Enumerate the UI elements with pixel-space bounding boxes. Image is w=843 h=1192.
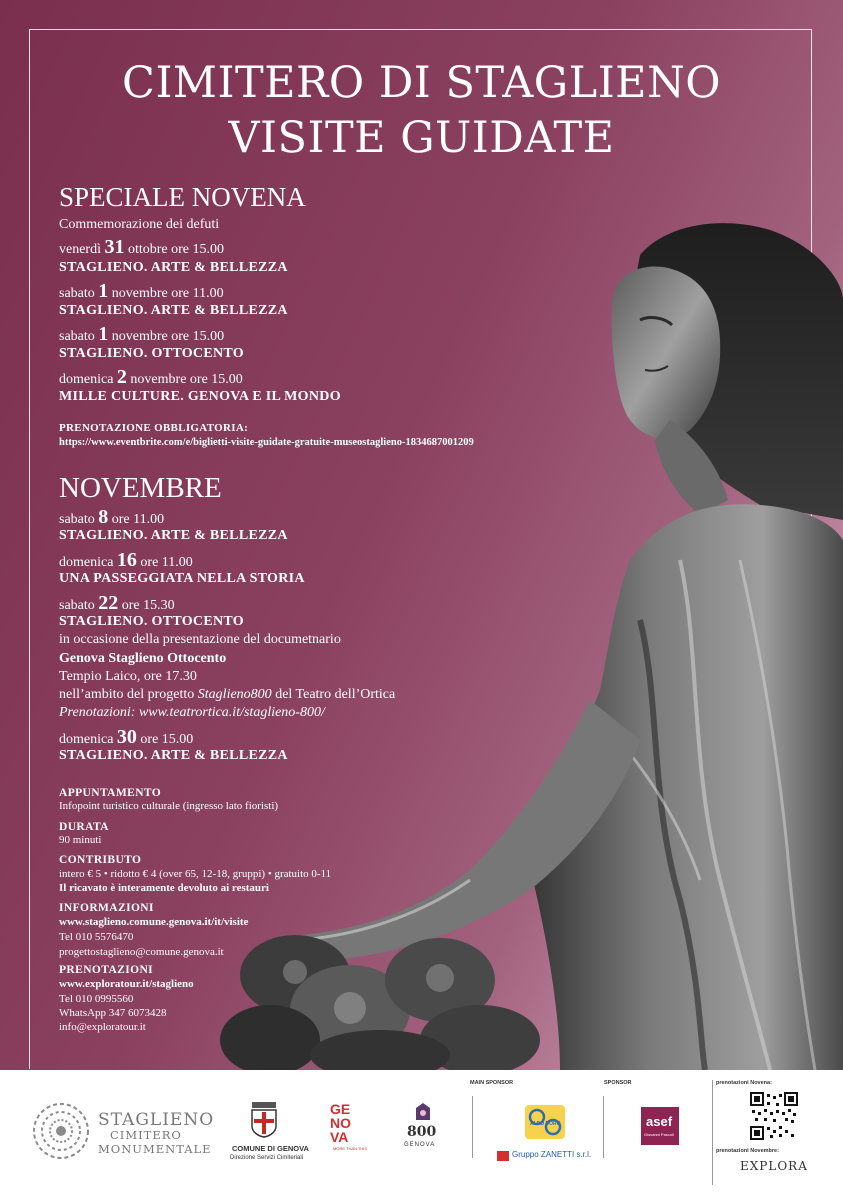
genova800-sub: GENOVA [404,1142,436,1148]
event-date: venerdì 31 ottobre ore 15.00 [59,236,225,258]
qr-novena-label: prenotazioni Novena: [716,1080,772,1086]
event-detail: Tempio Laico, ore 17.30 [59,669,197,684]
info-text: WhatsApp 347 6073428 [59,1007,167,1019]
albo-doro-text: ALBO DORO [530,1121,561,1127]
qr-code-icon[interactable] [750,1092,798,1140]
info-link[interactable]: www.exploratour.it/staglieno [59,978,194,990]
event-date: sabato 1 novembre ore 11.00 [59,280,224,302]
event-title: MILLE CULTURE. GENOVA E IL MONDO [59,389,341,404]
info-label: APPUNTAMENTO [59,787,162,799]
main-sponsor-label: MAIN SPONSOR [470,1080,514,1086]
comune-crest-icon [248,1100,280,1138]
event-detail: in occasione della presentazione del documetnario [59,632,341,647]
info-email[interactable]: progettostaglieno@comune.genova.it [59,946,224,958]
info-label: DURATA [59,821,109,833]
info-text: intero € 5 • ridotto € 4 (over 65, 12-18, gruppi) • gratuito 0-11 [59,868,332,880]
event-detail: nell’ambito del progetto Staglieno800 del Teatro dell’Ortica [59,687,396,702]
genova-logo: GE NO VA [330,1101,351,1145]
event-date: domenica 30 ore 15.00 [59,726,194,748]
event-title: UNA PASSEGGIATA NELLA STORIA [59,571,305,586]
info-label: CONTRIBUTO [59,854,142,866]
event-date: sabato 22 ore 15.30 [59,592,175,614]
divider [712,1080,713,1185]
info-link[interactable]: www.staglieno.comune.genova.it/it/visite [59,916,249,928]
booking-link[interactable]: https://www.eventbrite.com/e/biglietti-visite-guidate-gratuite-museostaglieno-1834687001209 [59,437,474,448]
staglieno-rosette-icon [30,1100,92,1162]
event-booking-link[interactable]: Prenotazioni: www.teatrortica.it/staglieno-800/ [59,705,325,720]
lantern-icon [410,1102,436,1124]
booking-label: PRENOTAZIONE OBBLIGATORIA: [59,422,249,434]
explora-logo: EXPLORA [740,1159,808,1173]
zanetti-icon [497,1151,509,1161]
comune-sub: Direzione Servizi Cimiteriali [230,1155,304,1161]
info-label: INFORMAZIONI [59,902,154,914]
speciale-subtitle: Commemorazione dei defuti [59,217,220,232]
staglieno-logo-text: STAGLIENO [98,1110,215,1130]
zanetti-text: Gruppo ZANETTI s.r.l. [512,1150,592,1159]
event-date: sabato 8 ore 11.00 [59,506,165,528]
asef-name: asef [646,1114,673,1129]
event-title: STAGLIENO. ARTE & BELLEZZA [59,748,288,763]
asef-sub: Giovanni Pascoli [644,1132,674,1137]
genova800-logo: 800 [407,1124,437,1140]
event-date: sabato 1 novembre ore 15.00 [59,323,225,345]
event-title: STAGLIENO. ARTE & BELLEZZA [59,303,288,318]
sponsor-footer [0,1070,843,1192]
genova-tag: MORE THAN THIS [333,1146,368,1151]
divider [603,1096,604,1158]
staglieno-logo-text: MONUMENTALE [98,1142,212,1156]
event-title: STAGLIENO. OTTOCENTO [59,614,244,629]
info-text: 90 minuti [59,834,102,846]
staglieno-logo-text: CIMITERO [110,1128,182,1142]
title-line-1: CIMITERO DI STAGLIENO [122,58,721,108]
comune-name: COMUNE DI GENOVA [232,1144,309,1153]
info-text: Il ricavato è interamente devoluto ai restauri [59,882,269,894]
event-title: STAGLIENO. OTTOCENTO [59,346,244,361]
info-email[interactable]: info@exploratour.it [59,1021,146,1033]
divider [472,1096,473,1158]
event-date: domenica 2 novembre ore 15.00 [59,366,243,388]
title-line-2: VISITE GUIDATE [228,113,615,163]
section-heading-novembre: NOVEMBRE [59,472,222,504]
event-detail: Genova Staglieno Ottocento [59,651,227,666]
section-heading-speciale: SPECIALE NOVENA [59,182,306,212]
event-title: STAGLIENO. ARTE & BELLEZZA [59,528,288,543]
info-label: PRENOTAZIONI [59,964,154,976]
qr-novembre-label: prenotazioni Novembre: [716,1148,779,1154]
sponsor-label: SPONSOR [604,1080,632,1086]
info-text: Infopoint turistico culturale (ingresso lato fioristi) [59,800,279,812]
event-title: STAGLIENO. ARTE & BELLEZZA [59,260,288,275]
info-text: Tel 010 0995560 [59,993,134,1005]
info-text: Tel 010 5576470 [59,931,134,943]
event-date: domenica 16 ore 11.00 [59,549,193,571]
